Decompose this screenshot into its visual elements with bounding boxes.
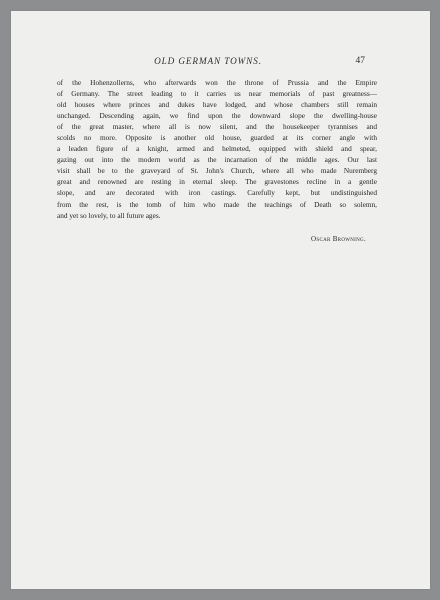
document-page: [11, 11, 430, 589]
author-signature: Oscar Browning.: [311, 235, 366, 243]
body-paragraph: [57, 77, 377, 221]
text-line: a leaden figure of a knight, armed and helmeted, equipped with shield and spear,: [57, 144, 377, 154]
text-line: slope, and are decorated with iron castings. Carefully kept, but undistinguished: [57, 188, 377, 198]
text-line: visit shall be to the graveyard of St. John's Church, where all who made Nuremberg: [57, 166, 377, 176]
text-line: old houses where princes and dukes have lodged, and whose chambers still remain: [57, 100, 377, 110]
text-line: gazing out into the modern world as the incarnation of the middle ages. Our last: [57, 155, 377, 165]
text-line: of Germany. The street leading to it carries us near memorials of past greatness—: [57, 89, 377, 99]
text-line: of the great master, where all is now silent, and the housekeeper tyrannises and: [57, 122, 377, 132]
text-line: great and renowned are resting in eternal sleep. The gravestones recline in a gentle: [57, 177, 377, 187]
text-line: unchanged. Descending again, we find upon the downward slope the dwelling-house: [57, 111, 377, 121]
page-number: 47: [355, 56, 365, 66]
running-head: [51, 56, 365, 70]
text-line: and yet so lovely, to all future ages.: [57, 210, 161, 220]
text-line: of the Hohenzollerns, who afterwards won the throne of Prussia and the Empire: [57, 78, 377, 87]
text-line: from the rest, is the tomb of him who made the teachings of Death so solemn,: [57, 199, 377, 209]
running-title: OLD GERMAN TOWNS.: [154, 56, 262, 66]
text-line: scolds no more. Opposite is another old house, guarded at its corner angle with: [57, 133, 377, 143]
